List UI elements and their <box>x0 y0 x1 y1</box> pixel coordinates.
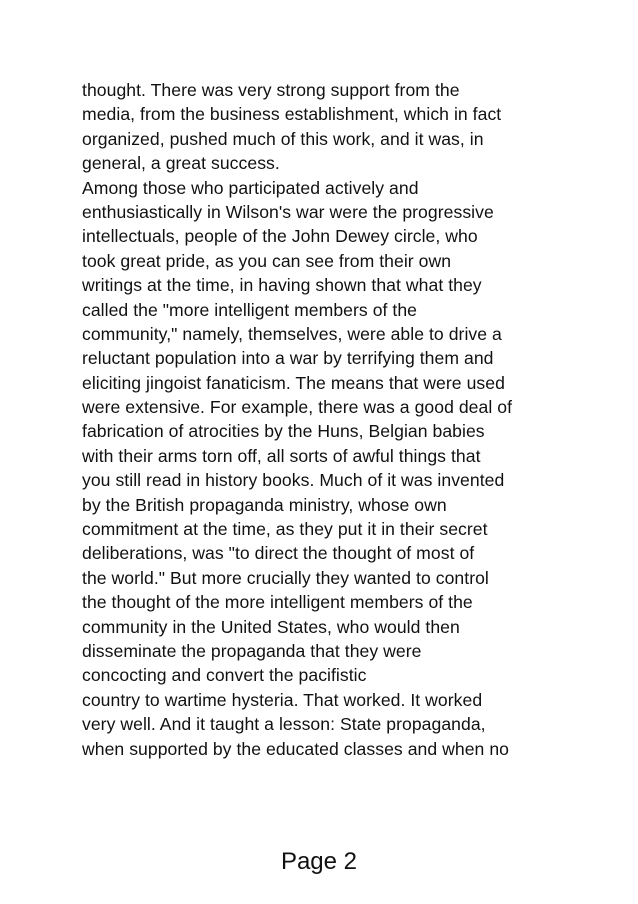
text-line: when supported by the educated classes and when no <box>82 738 510 759</box>
text-line: eliciting jingoist fanaticism. The means that were used <box>82 372 505 393</box>
text-line: reluctant population into a war by terrifying them and <box>82 348 494 369</box>
text-line: by the British propaganda ministry, whose own <box>82 494 447 515</box>
text-line: community," namely, themselves, were able to drive a <box>82 323 502 344</box>
text-line: were extensive. For example, there was a good deal of <box>82 397 513 418</box>
text-line: Among those who participated actively and <box>82 177 419 198</box>
text-line: very well. And it taught a lesson: State propaganda, <box>82 714 486 735</box>
text-line: called the "more intelligent members of the <box>82 299 418 320</box>
text-line: community in the United States, who would then <box>82 616 460 637</box>
body-text <box>82 78 562 761</box>
text-line: took great pride, as you can see from their own <box>82 250 452 271</box>
text-line: writings at the time, in having shown that what they <box>82 275 482 296</box>
text-line: the world." But more crucially they wanted to control <box>82 567 489 588</box>
page-number: Page 2 <box>280 848 358 875</box>
text-line: media, from the business establishment, which in fact <box>82 104 502 125</box>
text-line: thought. There was very strong support from the <box>82 80 460 100</box>
text-line: commitment at the time, as they put it in their secret <box>82 519 488 540</box>
text-line: with their arms torn off, all sorts of awful things that <box>82 445 481 466</box>
text-line: intellectuals, people of the John Dewey circle, who <box>82 226 478 247</box>
text-line: deliberations, was "to direct the thought of most of <box>82 543 475 564</box>
text-line: you still read in history books. Much of it was invented <box>82 470 505 491</box>
text-line: enthusiastically in Wilson's war were the progressive <box>82 201 494 222</box>
text-line: the thought of the more intelligent members of the <box>82 592 473 613</box>
text-line: fabrication of atrocities by the Huns, Belgian babies <box>82 421 485 442</box>
text-line: general, a great success. <box>82 153 280 174</box>
text-line: country to wartime hysteria. That worked. It worked <box>82 689 483 710</box>
text-line: concocting and convert the pacifistic <box>82 665 367 686</box>
text-line: disseminate the propaganda that they were <box>82 640 422 661</box>
text-line: organized, pushed much of this work, and it was, in <box>82 128 484 149</box>
